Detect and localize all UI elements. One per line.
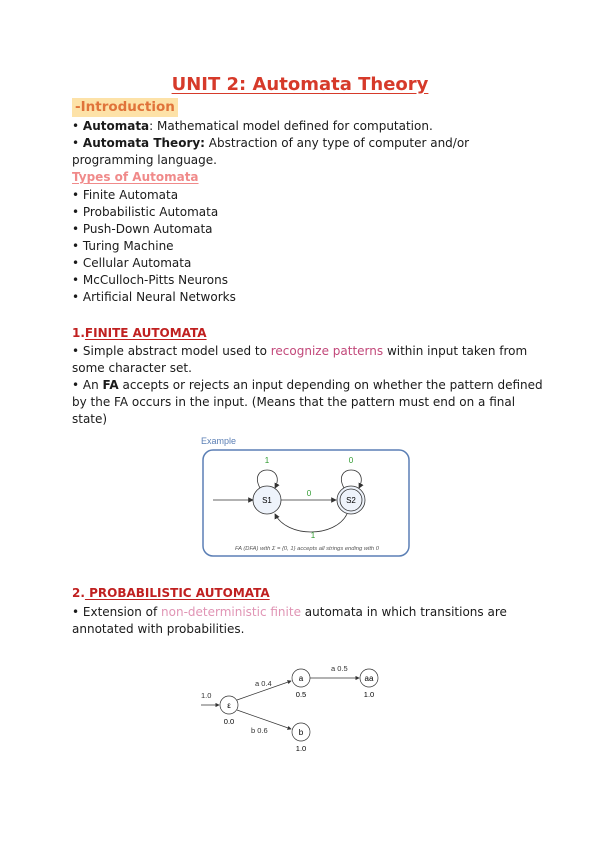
fa-paragraph-1 (72, 343, 527, 360)
edge-a-aa-label: a 0.5 (331, 664, 348, 673)
fa-p2-text: An (82, 378, 103, 392)
types-heading: Types of Automata (72, 170, 199, 184)
loop-s1-label: 1 (264, 456, 270, 465)
state-s1-label: S1 (262, 496, 272, 505)
intro-heading: -Introduction (72, 98, 178, 117)
fa-paragraph-2-cont2: state) (72, 412, 108, 426)
edge-eps-b-label: b 0.6 (251, 726, 268, 735)
type-item: • Probabilistic Automata (72, 204, 218, 221)
theory-definition (72, 135, 469, 152)
type-item: • Artificial Neural Networks (72, 289, 236, 306)
pa-paragraph-1 (72, 604, 507, 621)
edge-s1-s2-label: 0 (306, 489, 312, 498)
node-a-prob: 0.5 (295, 690, 307, 699)
diagram-frame (203, 450, 409, 556)
section-title: FINITE AUTOMATA (84, 326, 207, 340)
loop-s2-label: 0 (348, 456, 354, 465)
node-a-label: a (298, 674, 304, 683)
fa-p1-text-end: within input taken from (383, 344, 528, 358)
fa-paragraph-2-cont: by the FA occurs in the input. (Means that the pattern must end on a final (72, 395, 516, 409)
page-title: UNIT 2: Automata Theory (171, 74, 429, 95)
node-epsilon-prob: 0.0 (223, 717, 235, 726)
fa-paragraph-1-cont: some character set. (72, 361, 192, 375)
edge-eps-a-label: a 0.4 (255, 679, 272, 688)
pa-diagram (195, 660, 395, 760)
fa-term: FA (102, 378, 119, 392)
type-item: • Cellular Automata (72, 255, 191, 272)
type-item: • McCulloch-Pitts Neurons (72, 272, 228, 289)
node-aa-prob: 1.0 (363, 690, 375, 699)
node-aa-label: aa (364, 674, 374, 683)
diagram-label: Example (201, 436, 237, 446)
type-item: • Turing Machine (72, 238, 174, 255)
pa-p1-text: Extension of (82, 605, 162, 619)
automata-term: Automata (82, 119, 150, 133)
probabilistic-automata-heading (72, 586, 270, 600)
fa-p2-text-end: accepts or rejects an input depending on whether the pattern defined (118, 378, 543, 392)
theory-def-text: Abstraction of any type of computer and/or (204, 136, 470, 150)
section-title: PROBABILISTIC AUTOMATA (84, 586, 270, 600)
section-number: 2. (72, 586, 85, 600)
edge-s2-s1-label: 1 (310, 531, 316, 540)
dfa-diagram (195, 432, 415, 562)
diagram-caption: FA (DFA) with Σ = {0, 1} accepts all strings ending with 0 (234, 546, 380, 552)
loop-s2 (341, 470, 361, 488)
finite-automata-heading (72, 326, 207, 340)
automata-def-text: : Mathematical model defined for computation. (149, 119, 433, 133)
automata-definition (72, 118, 433, 135)
section-number: 1. (72, 326, 85, 340)
node-b-label: b (298, 728, 304, 737)
pa-p1-highlight: non-deterministic finite (161, 605, 301, 619)
loop-s1 (257, 470, 277, 488)
node-b-prob: 1.0 (295, 744, 307, 753)
type-item: • Finite Automata (72, 187, 178, 204)
pa-paragraph-1-cont: annotated with probabilities. (72, 622, 245, 636)
fa-p1-highlight: recognize patterns (270, 344, 384, 358)
edge-s2-s1 (275, 514, 347, 532)
node-epsilon-label: ε (227, 701, 231, 710)
state-s2-label: S2 (346, 496, 356, 505)
theory-term: Automata Theory: (82, 136, 205, 150)
pa-p1-text-end: automata in which transitions are (300, 605, 507, 619)
fa-paragraph-2 (72, 377, 543, 394)
fa-p1-text: Simple abstract model used to (82, 344, 271, 358)
theory-definition-cont: programming language. (72, 153, 217, 167)
type-item: • Push-Down Automata (72, 221, 213, 238)
start-prob: 1.0 (201, 691, 212, 700)
